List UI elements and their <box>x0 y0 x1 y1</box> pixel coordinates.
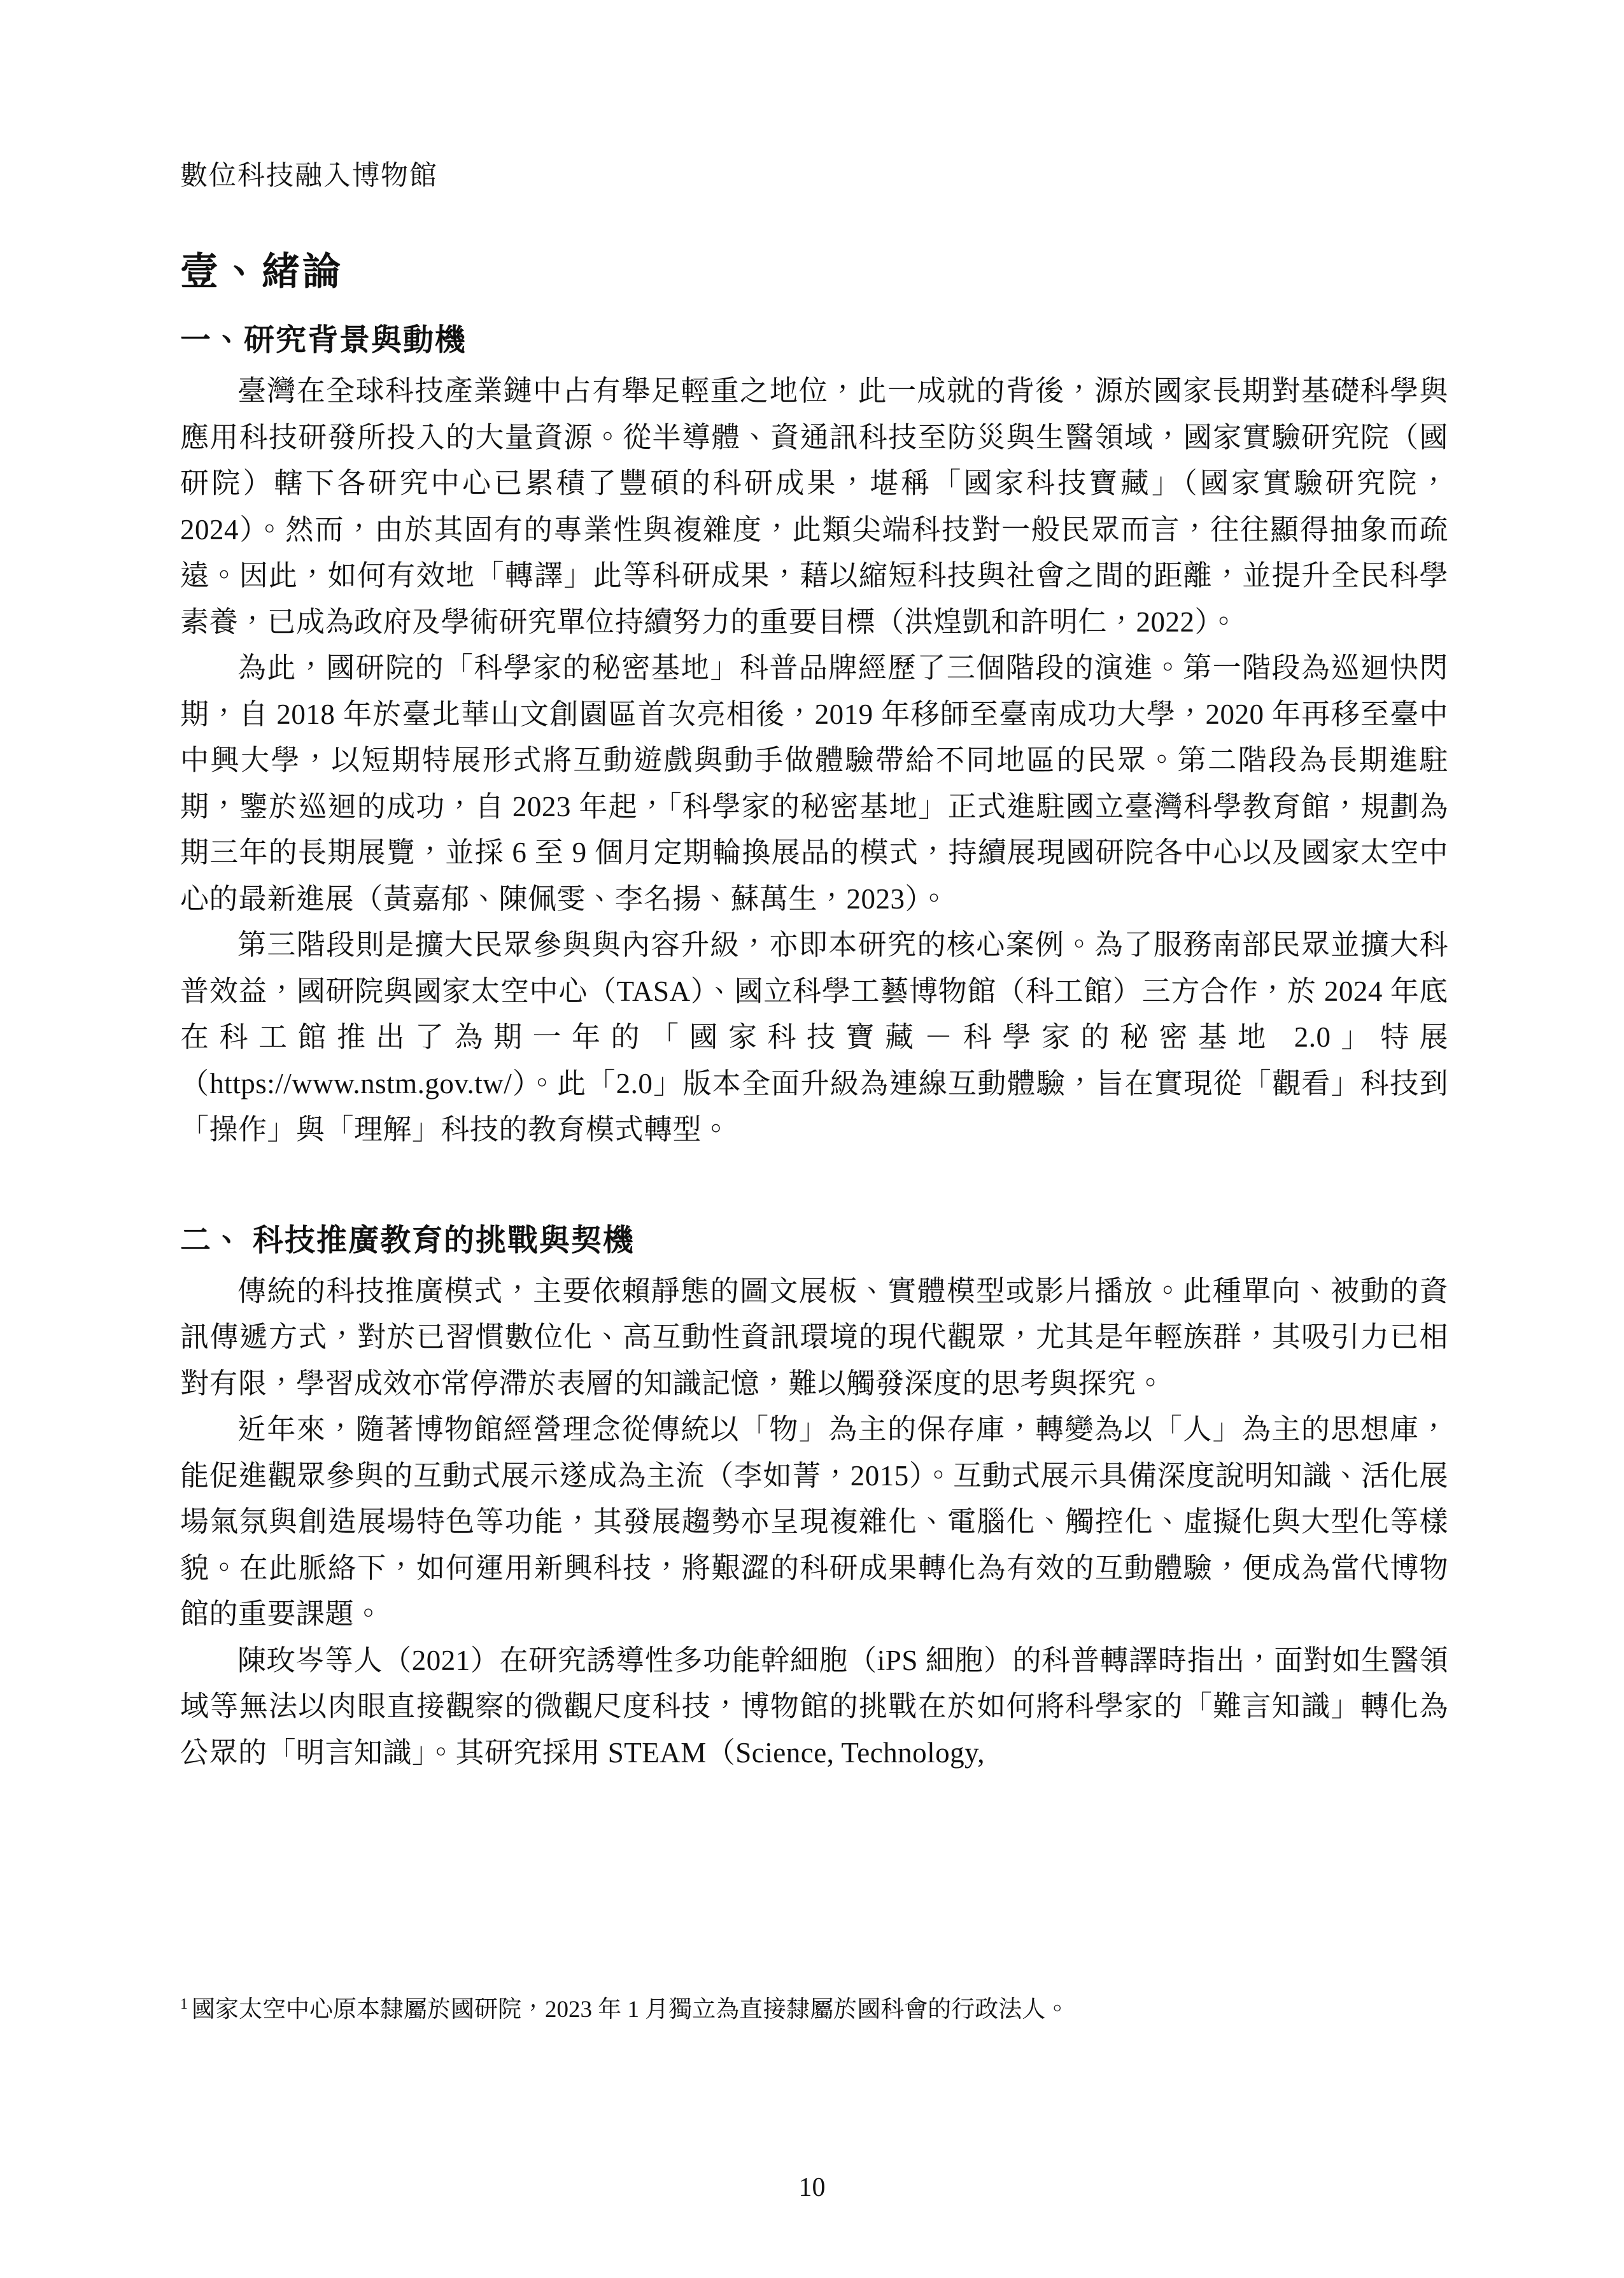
paragraph: 臺灣在全球科技產業鏈中占有舉足輕重之地位，此一成就的背後，源於國家長期對基礎科學與應用科技研發所投入的大量資源。從半導體、資通訊科技至防災與生醫領域，國家實驗研究院（國研院）轄下各研究中心已累積了豐碩的科研成果，堪稱「國家科技寶藏」（國家實驗研究院，2024）。然而，由於其固有的專業性與複雜度，此類尖端科技對一般民眾而言，往往顯得抽象而疏遠。因此，如何有效地「轉譯」此等科研成果，藉以縮短科技與社會之間的距離，並提升全民科學素養，已成為政府及學術研究單位持續努力的重要目標（洪煌凱和許明仁，2022）。 <box>180 375 1448 638</box>
section-2-body <box>180 1268 1448 1776</box>
footnote <box>180 1993 1448 2027</box>
paragraph: 陳玫岑等人（2021）在研究誘導性多功能幹細胞（iPS 細胞）的科普轉譯時指出，面對如生醫領域等無法以肉眼直接觀察的微觀尺度科技，博物館的挑戰在於如何將科學家的「難言知識」轉化為公眾的「明言知識」。其研究採用 STEAM（Science, Technology, <box>180 1644 1448 1769</box>
paragraph: 為此，國研院的「科學家的秘密基地」科普品牌經歷了三個階段的演進。第一階段為巡迴快閃期，自 2018 年於臺北華山文創園區首次亮相後，2019 年移師至臺南成功大學，2020 年再移至臺中中興大學，以短期特展形式將互動遊戲與動手做體驗帶給不同地區的民眾。第二階段為長期進駐期，鑒於巡迴的成功，自 2023 年起，「科學家的秘密基地」正式進駐國立臺灣科學教育館，規劃為期三年的長期展覽，並採 6 至 9 個月定期輪換展品的模式，持續展現國研院各中心以及國家太空中心的最新進展（黃嘉郁、陳佩雯、李名揚、蘇萬生，2023）。 <box>180 652 1448 915</box>
footnote-marker: 1 <box>180 1995 188 2013</box>
section-1-title: 一、研究背景與動機 <box>180 323 467 357</box>
section-2-title: 二、 科技推廣教育的挑戰與契機 <box>180 1223 635 1257</box>
paragraph: 第三階段則是擴大民眾參與與內容升級，亦即本研究的核心案例。為了服務南部民眾並擴大科普效益，國研院與國家太空中心（TASA）、國立科學工藝博物館（科工館）三方合作，於 2024 年底在科工館推出了為期一年的「國家科技寶藏－科學家的秘密基地 2.0」特展（https://www.nstm.gov.tw/）。此「2.0」版本全面升級為連線互動體驗，旨在實現從「觀看」科技到「操作」與「理解」科技的教育模式轉型。 <box>180 929 1448 1145</box>
page-number: 10 <box>798 2173 826 2202</box>
footnote-text: 國家太空中心原本隸屬於國研院，2023 年 1 月獨立為直接隸屬於國科會的行政法人。 <box>192 1997 1070 2023</box>
paragraph: 傳統的科技推廣模式，主要依賴靜態的圖文展板、實體模型或影片播放。此種單向、被動的資訊傳遞方式，對於已習慣數位化、高互動性資訊環境的現代觀眾，尤其是年輕族群，其吸引力已相對有限，學習成效亦常停滯於表層的知識記憶，難以觸發深度的思考與探究。 <box>180 1275 1448 1399</box>
chapter-title: 壹、緒論 <box>180 251 343 293</box>
section-1-body <box>180 368 1448 1153</box>
paragraph: 近年來，隨著博物館經營理念從傳統以「物」為主的保存庫，轉變為以「人」為主的思想庫，能促進觀眾參與的互動式展示遂成為主流（李如菁，2015）。互動式展示具備深度說明知識、活化展場氣氛與創造展場特色等功能，其發展趨勢亦呈現複雜化、電腦化、觸控化、虛擬化與大型化等樣貌。在此脈絡下，如何運用新興科技，將艱澀的科研成果轉化為有效的互動體驗，便成為當代博物館的重要課題。 <box>180 1413 1448 1630</box>
running-header: 數位科技融入博物館 <box>180 161 438 191</box>
